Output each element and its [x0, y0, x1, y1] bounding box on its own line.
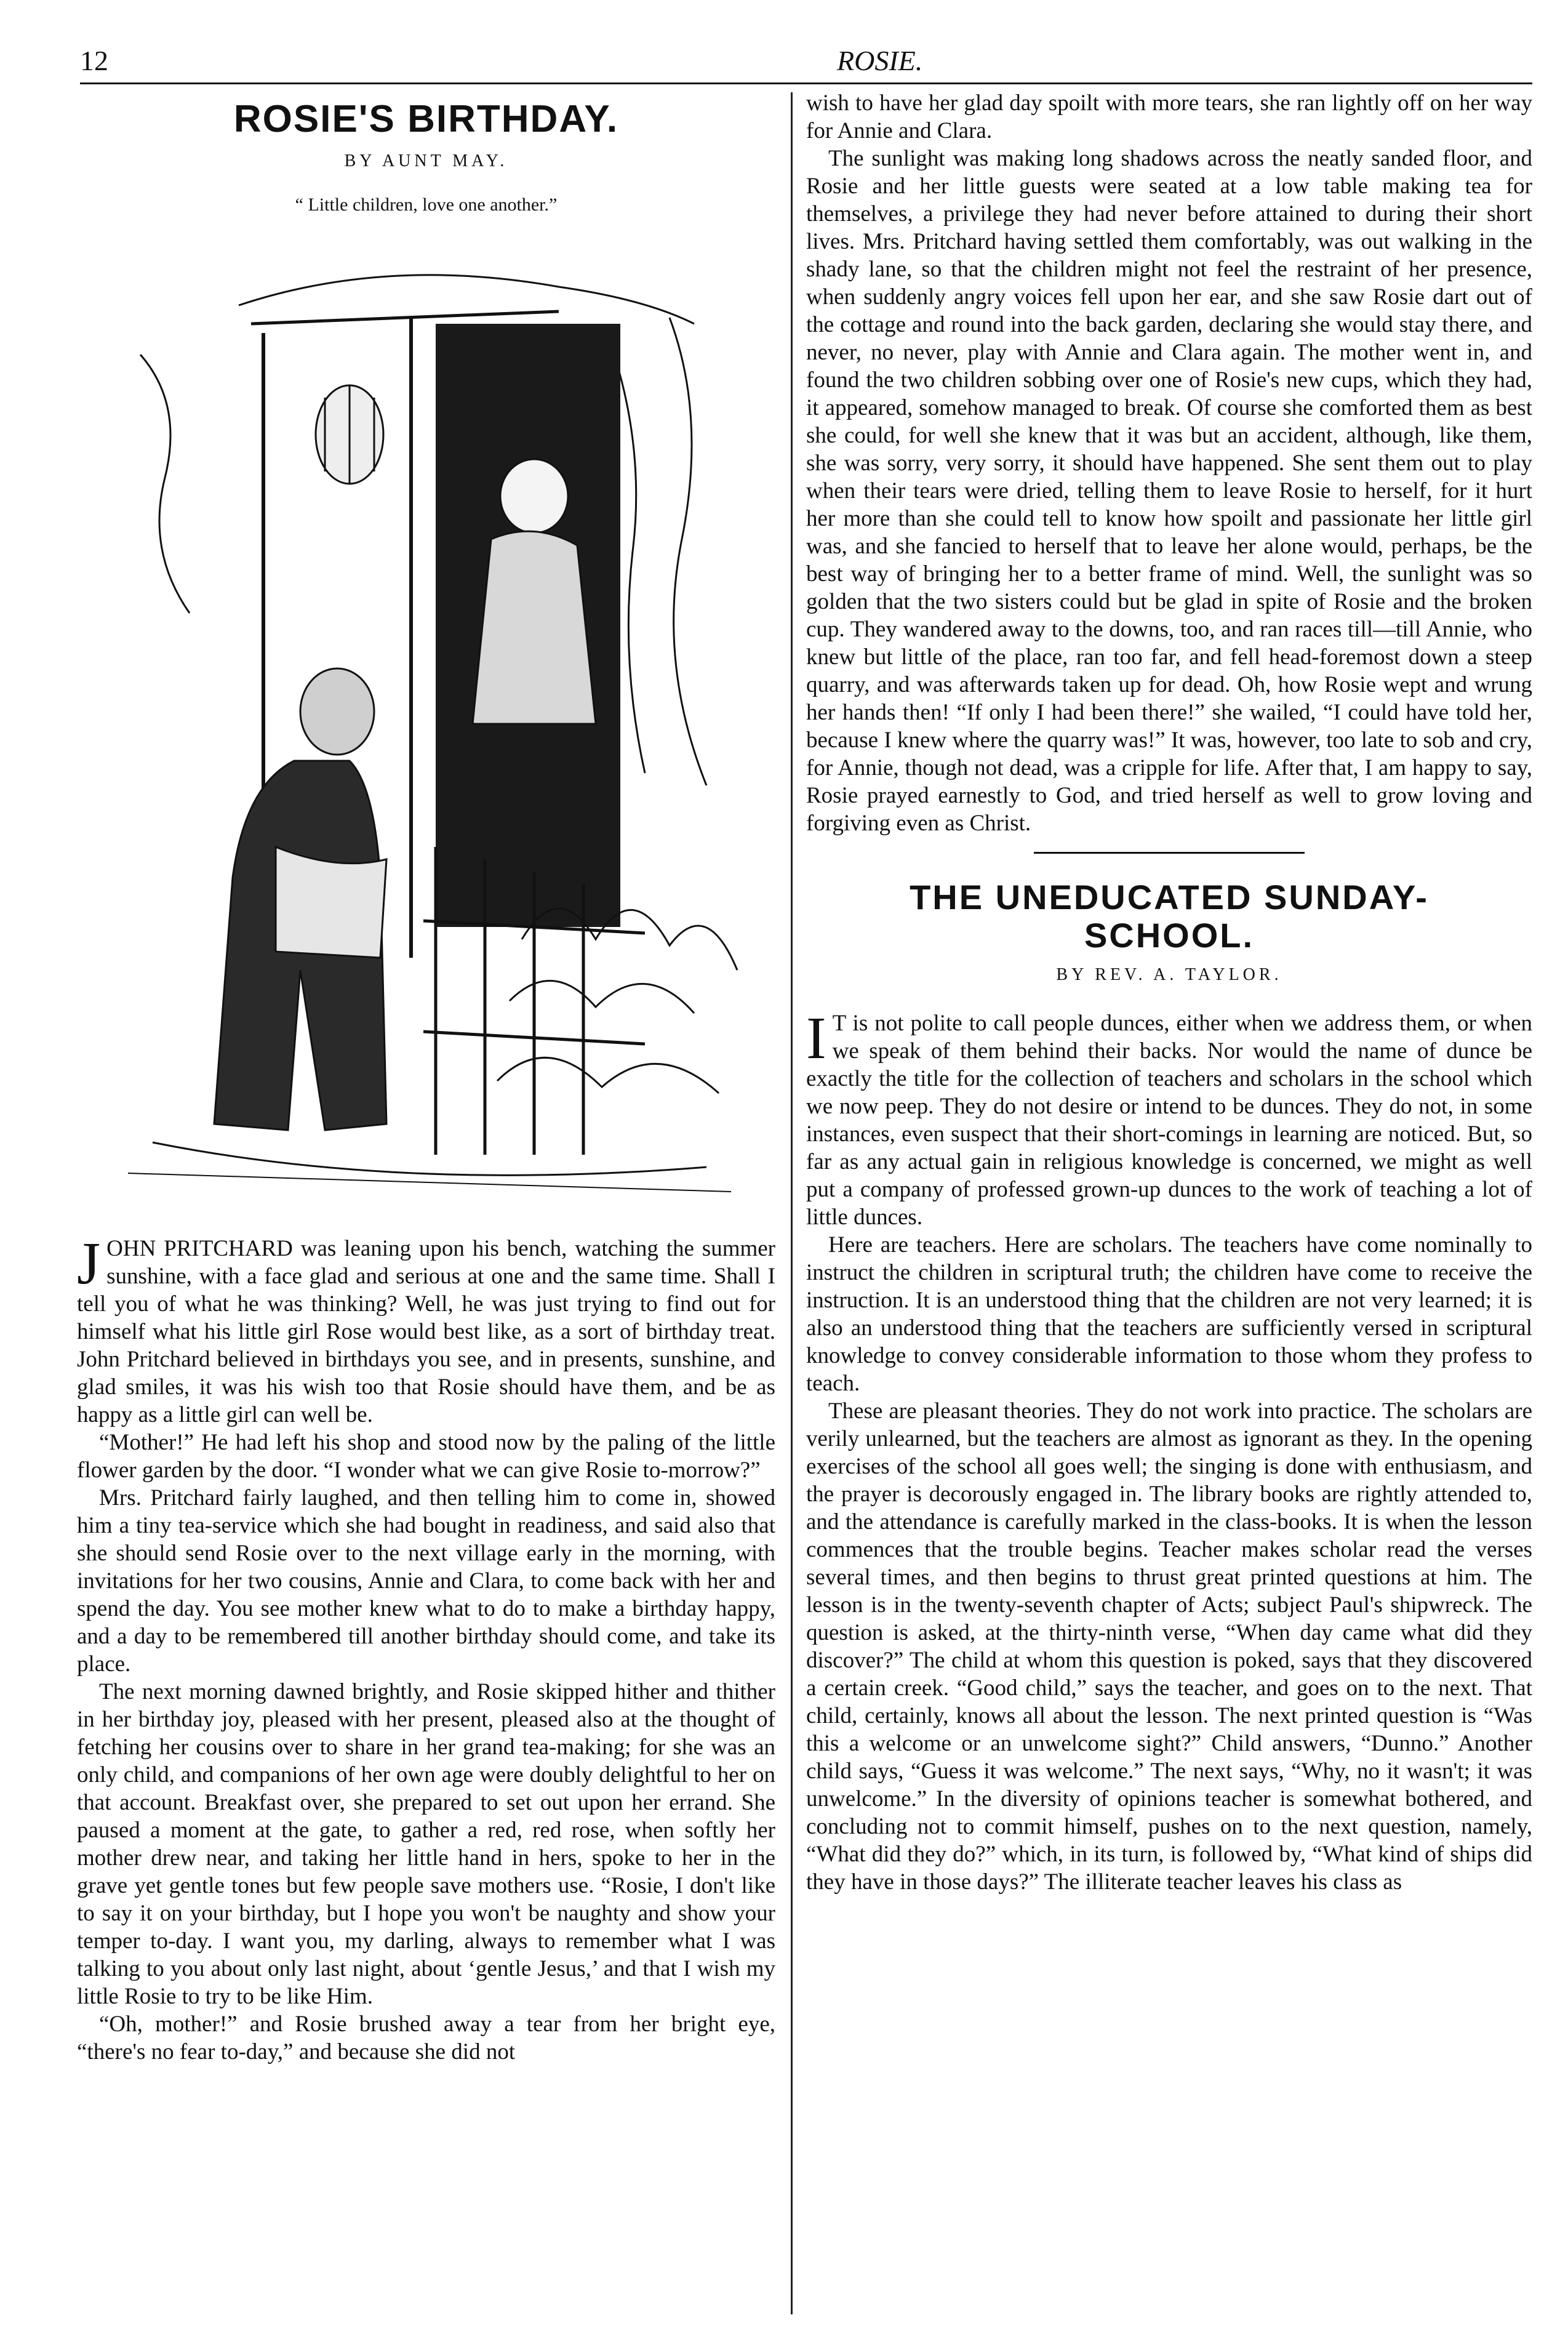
paragraph: The sunlight was making long shadows across the neatly sanded floor, and Rosie and her little guests were seated at a low table making tea for themselves, a privilege they had never before attained to during their short lives. Mrs. Pritchard having settled them comfortably, was out walking in the shady lane, so that the children might not feel the restraint of her presence, when suddenly angry voices fell upon her ear, and she saw Rosie dart out of the cottage and round into the back garden, declaring she would stay there, and never, no never, play with Annie and Clara again. The mother went in, and found the two children sobbing over one of Rosie's new cups, which they had, it appeared, somehow managed to break. Of course she comforted them as best she could, for well she knew that it was but an accident, although, like them, she was sorry, very sorry, it should have happened. She sent them out to play when their tears were dried, telling them to leave Rosie to herself, for it hurt her more than she could tell to know how spoilt and passionate her little girl was, and she fancied to herself that to leave her alone would, perhaps, be the best way of bringing her to a better frame of mind. Well, the sunlight was so golden that the two sisters could but be glad in spite of Rosie and the broken cup. They wandered away to the downs, too, and ran races till—till Annie, who knew but little of the place, ran too far, and fell head-foremost down a steep quarry, and was afterwards taken up for dead. Oh, how Rosie wept and wrung her hands then! “If only I had been there!” she wailed, “I could have told her, because I knew where the quarry was!” It was, however, too late to sob and cry, for Annie, though not dead, was a cripple for life. After that, I am happy to say, Rosie prayed earnestly to God, and tried herself as well to grow loving and forgiving even as Christ.	[806, 146, 1532, 836]
paragraph: These are pleasant theories. They do not work into practice. The scholars are verily unlearned, but the teachers are almost as ignorant as they. In the opening exercises of the school all goes well; the singing is done with enthusiasm, and the prayer is decorously engaged in. The library books are rightly attended to, and the attendance is carefully marked in the class-books. It is when the lesson commences that the trouble begins. Teacher makes scholar read the verses several times, and then begins to thrust great printed questions at him. The lesson is in the twenty-seventh chapter of Acts; subject Paul's shipwreck. The question is asked, at the thirty-ninth verse, “When day came what did they discover?” The child at whom this question is poked, says that they discovered a certain creek. “Good child,” says the teacher, and goes on to the next. That child, certainly, knows all about the lesson. The next printed question is “Was this a welcome or an unwelcome sight?” Child answers, “Dunno.” Another child says, “Guess it was welcome.” The next says, “Why, no it wasn't; it was unwelcome.” In the diversity of opinions teacher is somewhat bothered, and concluding not to commit himself, pushes on to the next question, namely, “What did they do?” which, in its turn, is followed by, “What kind of ships did they have in those days?” The illiterate teacher leaves his class as	[806, 1398, 1532, 1895]
paragraph: Mrs. Pritchard fairly laughed, and then telling him to come in, showed him a tiny tea-service which she had bought in readiness, and said also that she should send Rosie over to the next village early in the morning, with invitations for her two cousins, Annie and Clara, to come back with her and spend the day. You see mother knew what to do to make a birthday happy, and a day to be remembered till another birthday should come, and take its place.	[77, 1485, 775, 1677]
story-title-uneducated-sunday-school	[806, 878, 1532, 954]
right-column	[806, 89, 1532, 1896]
paragraph-text: OHN PRITCHARD was leaning upon his bench, watching the summer sunshine, with a face glad and serious at one and the same time. Shall I tell you of what he was thinking? Well, he was just trying to find out for himself what his little girl Rose would best like, as a sort of birthday treat. John Pritchard believed in birthdays you see, and in presents, sunshine, and glad smiles, it was his wish too that Rosie should have them, and be as happy as a little girl can well be.	[77, 1236, 775, 1428]
story1-body-right	[806, 89, 1532, 837]
section-rule	[1034, 852, 1305, 854]
engraving-man-at-garden-gate-icon	[91, 231, 762, 1210]
paragraph: The next morning dawned brightly, and Rosie skipped hither and thither in her birthday joy, pleased with her present, pleased also at the thought of fetching her cousins over to share in her grand tea-making; for she was an only child, and companions of her own age were doubly delightful to her on that account. Breakfast over, she prepared to set out upon her errand. She paused a moment at the gate, to gather a red, red rose, when softly her mother drew near, and taking her little hand in hers, spoke to her in the grave yet gentle tones but few people save mothers use. “Rosie, I don't like to say it on your birthday, but I hope you won't be naughty and show your temper to-day. I want you, my darling, always to remember what I was talking to you about only last night, about ‘gentle Jesus,’ and that I wish my little Rosie to try to be like Him.	[77, 1679, 775, 2010]
dropcap: J	[77, 1230, 101, 1298]
engraving-illustration	[91, 231, 762, 1210]
page-number: 12	[80, 45, 108, 76]
paragraph-text: T is not polite to call people dunces, either when we address them, or when we speak of them behind their backs. Nor would the name of dunce be exactly the title for the collection of teachers and scholars in the school which we now peep. They do not desire or intend to be dunces. They do not, in some instances, even suspect that their short-comings in learning are noticed. But, so far as any actual gain in religious knowledge is concerned, we might as well put a company of professed grown-up dunces to the work of teaching a lot of little dunces.	[806, 1011, 1532, 1230]
title-line-2: SCHOOL.	[1084, 915, 1255, 955]
paragraph: “Mother!” He had left his shop and stood now by the paling of the little flower garden by the door. “I wonder what we can give Rosie to-morrow?”	[77, 1430, 775, 1483]
paragraph: wish to have her glad day spoilt with more tears, she ran lightly off on her way for Annie and Clara.	[806, 90, 1532, 143]
title-line-1: THE UNEDUCATED SUNDAY-	[910, 878, 1429, 917]
dropcap: I	[806, 1005, 826, 1072]
story-title-rosies-birthday: ROSIE'S BIRTHDAY.	[233, 98, 619, 140]
running-title: ROSIE.	[837, 45, 923, 76]
paragraph: “Oh, mother!” and Rosie brushed away a tear from her bright eye, “there's no fear to-day,” and because she did not	[77, 2012, 775, 2065]
column-divider	[791, 92, 793, 2314]
paragraph	[806, 1005, 1532, 1231]
story2-byline: BY REV. A. TAYLOR.	[1056, 965, 1282, 985]
paragraph: Here are teachers. Here are scholars. The teachers have come nominally to instruct the children in scriptural truth; the children have come to receive the instruction. It is an understood thing that the children are not very learned; it is also an understood thing that the teachers are sufficiently versed in scriptural knowledge to convey considerable information to those whom they profess to teach.	[806, 1232, 1532, 1397]
story-byline: BY AUNT MAY.	[344, 151, 508, 171]
page-header	[80, 44, 1532, 87]
story-motto: “ Little children, love one another.”	[295, 195, 558, 215]
story2-body	[806, 1005, 1532, 1896]
left-column	[77, 98, 775, 2066]
story1-body-left	[77, 1230, 775, 2066]
paragraph	[77, 1230, 775, 1429]
header-rule	[80, 82, 1532, 84]
